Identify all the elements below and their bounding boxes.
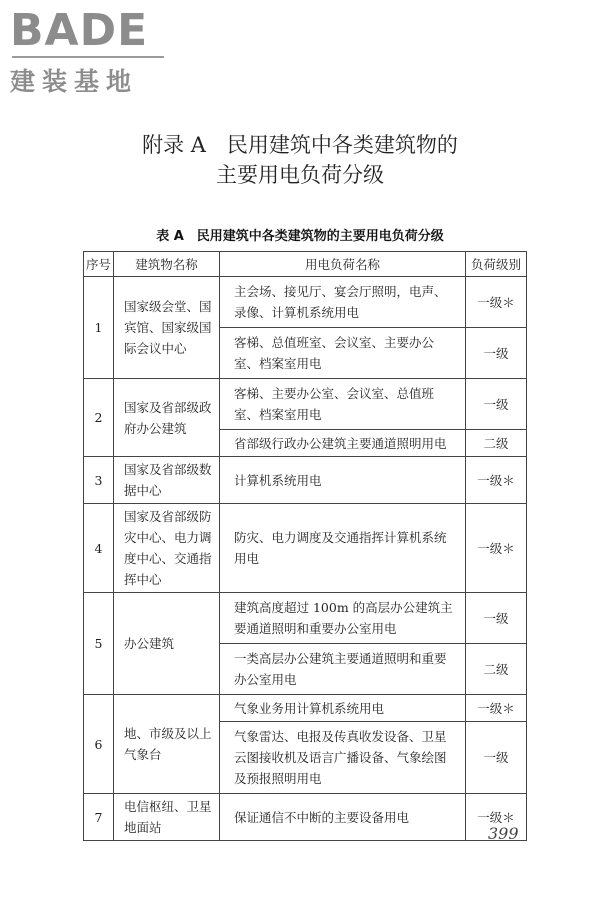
row-number: 5 (84, 593, 114, 695)
logo-subtitle: 建装基地 (10, 67, 139, 96)
load-level: 一级＊ (466, 277, 527, 328)
load-name: 防灾、电力调度及交通指挥计算机系统用电 (220, 504, 466, 593)
table-header-row (84, 252, 527, 277)
row-number: 3 (84, 457, 114, 504)
page-number: 399 (488, 824, 519, 843)
table-row (84, 695, 527, 722)
header-load: 用电负荷名称 (220, 252, 466, 277)
load-name: 客梯、主要办公室、会议室、总值班室、档案室用电 (220, 379, 466, 430)
building-name: 电信枢纽、卫星地面站 (114, 794, 220, 841)
building-name: 国家及省部级数据中心 (114, 457, 220, 504)
load-level: 一级 (466, 328, 527, 379)
table-caption: 表 A 民用建筑中各类建筑物的主要用电负荷分级 (156, 229, 444, 244)
building-name: 办公建筑 (114, 593, 220, 695)
row-number: 2 (84, 379, 114, 457)
title-line-2: 主要用电负荷分级 (216, 163, 384, 187)
title-line-1: 附录 A 民用建筑中各类建筑物的 (142, 133, 458, 157)
load-name: 气象业务用计算机系统用电 (220, 695, 466, 722)
row-number: 4 (84, 504, 114, 593)
load-level: 一级 (466, 379, 527, 430)
load-level: 一级＊ (466, 504, 527, 593)
building-name: 国家及省部级政府办公建筑 (114, 379, 220, 457)
building-name: 国家级会堂、国宾馆、国家级国际会议中心 (114, 277, 220, 379)
building-name: 国家及省部级防灾中心、电力调度中心、交通指挥中心 (114, 504, 220, 593)
header-level: 负荷级别 (466, 252, 527, 277)
load-level: 一级 (466, 722, 527, 794)
table-row (84, 504, 527, 593)
row-number: 7 (84, 794, 114, 841)
load-name: 保证通信不中断的主要设备用电 (220, 794, 466, 841)
load-name: 一类高层办公建筑主要通道照明和重要办公室用电 (220, 644, 466, 695)
load-level: 二级 (466, 430, 527, 457)
load-level: 一级＊ (466, 794, 527, 841)
logo-divider (12, 56, 164, 58)
load-classification-table (83, 251, 527, 841)
building-name: 地、市级及以上气象台 (114, 695, 220, 794)
table-row (84, 379, 527, 430)
load-name: 气象雷达、电报及传真收发设备、卫星云图接收机及语言广播设备、气象绘图及预报照明用电 (220, 722, 466, 794)
load-name: 建筑高度超过 100m 的高层办公建筑主要通道照明和重要办公室用电 (220, 593, 466, 644)
load-level: 一级 (466, 593, 527, 644)
page-title (0, 130, 600, 190)
row-number: 6 (84, 695, 114, 794)
load-name: 主会场、接见厅、宴会厅照明，电声、录像、计算机系统用电 (220, 277, 466, 328)
header-no: 序号 (84, 252, 114, 277)
load-name: 客梯、总值班室、会议室、主要办公室、档案室用电 (220, 328, 466, 379)
table-row (84, 593, 527, 644)
logo (10, 5, 180, 98)
load-name: 省部级行政办公建筑主要通道照明用电 (220, 430, 466, 457)
load-name: 计算机系统用电 (220, 457, 466, 504)
load-level: 二级 (466, 644, 527, 695)
table-row (84, 277, 527, 328)
row-number: 1 (84, 277, 114, 379)
table-row (84, 457, 527, 504)
logo-brand: BADE (10, 5, 149, 56)
header-building: 建筑物名称 (114, 252, 220, 277)
load-level: 一级＊ (466, 695, 527, 722)
load-level: 一级＊ (466, 457, 527, 504)
table-row (84, 794, 527, 841)
